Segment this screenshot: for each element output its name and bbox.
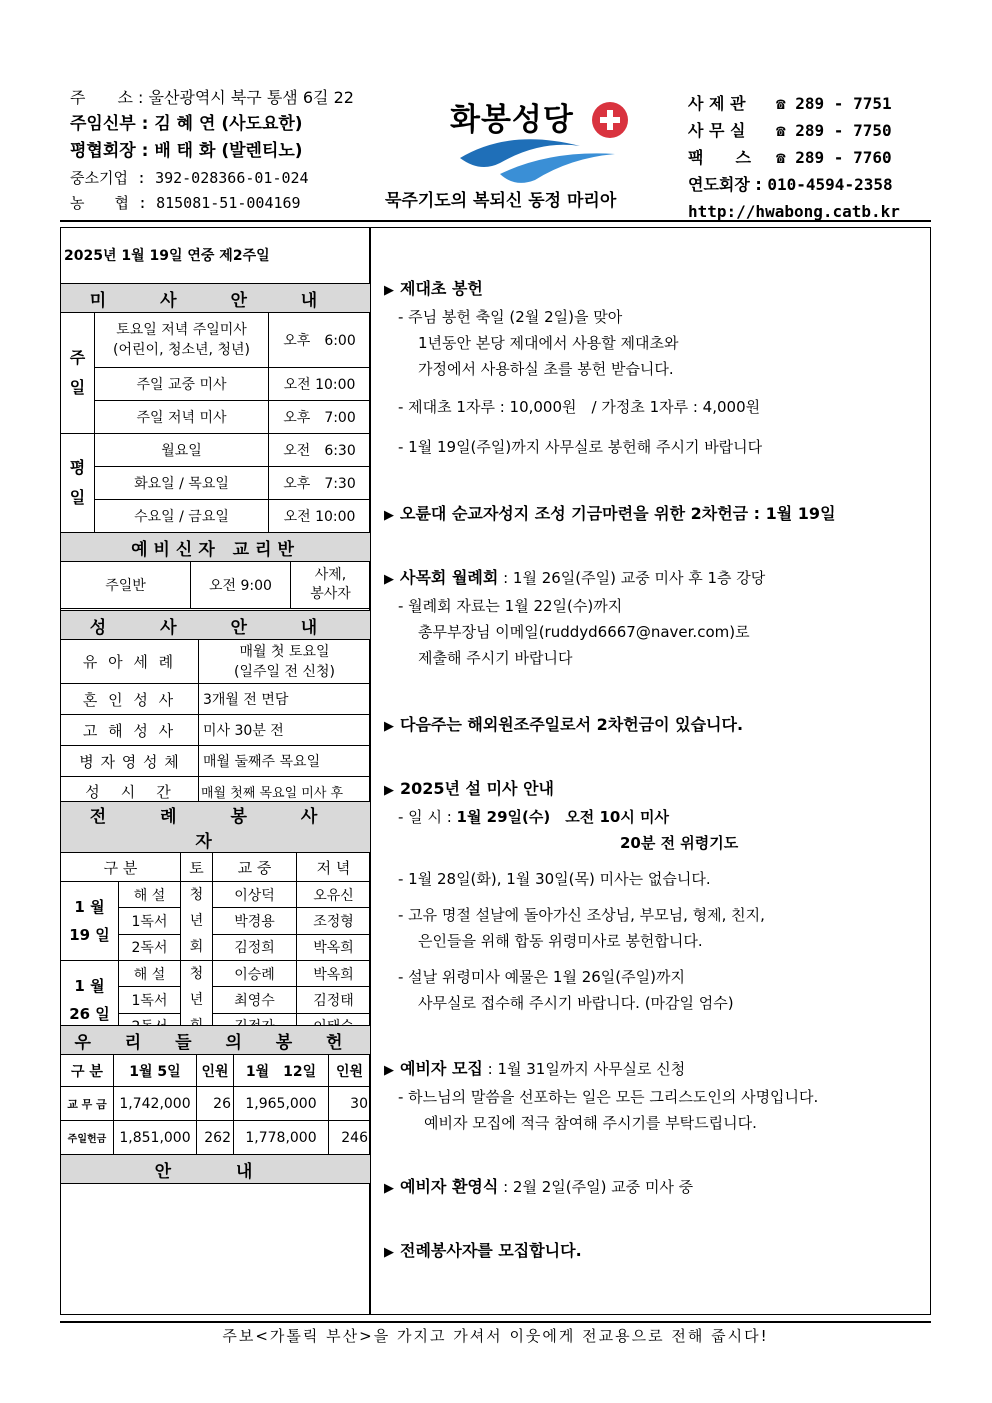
notice-line: - 하느님의 말씀을 선포하는 일은 모든 그리스도인의 사명입니다. xyxy=(398,1088,819,1106)
fax-number: ☎ 289 - 7760 xyxy=(776,148,892,167)
notice-line: 가정에서 사용하실 초를 봉헌 받습니다. xyxy=(418,360,674,378)
notice-line: - 일 시 : xyxy=(398,808,457,826)
sunday-label: 주 일 xyxy=(61,313,95,434)
sacrament-name: 혼 인 성 사 xyxy=(61,684,199,715)
sacrament-info: 3개월 전 면담 xyxy=(199,684,371,715)
minister-name: 박경용 xyxy=(213,908,297,934)
col-head: 인원 xyxy=(197,1055,234,1087)
week-date: 1 월 19 일 xyxy=(61,882,119,961)
youth-group-label: 청 년 회 xyxy=(181,882,213,961)
youth-label: 연도회장 : xyxy=(688,175,762,194)
church-name: 화봉성당 xyxy=(450,102,574,138)
ministers-table xyxy=(60,801,371,1040)
offering-amount: 1,742,000 xyxy=(114,1087,197,1121)
col-head: 토 xyxy=(181,853,213,882)
notice-heading: 제대초 봉헌 xyxy=(400,279,483,298)
offerings-table xyxy=(60,1025,371,1184)
pastor-name: 김 혜 연 (사도요한) xyxy=(154,114,303,134)
role: 2독서 xyxy=(119,934,181,960)
role: 1독서 xyxy=(119,908,181,934)
triangle-bullet-icon: ▶ xyxy=(384,783,394,798)
role: 해 설 xyxy=(119,961,181,987)
offering-type: 주일헌금 xyxy=(61,1121,114,1155)
offering-count: 262 xyxy=(197,1121,234,1155)
youth-phone: 010-4594-2358 xyxy=(767,175,893,194)
notice-lunar-new-year xyxy=(384,776,765,1016)
website-link[interactable]: http://hwabong.catb.kr xyxy=(688,202,900,221)
offering-count: 30 xyxy=(329,1087,371,1121)
triangle-bullet-icon: ▶ xyxy=(384,1245,394,1260)
sacrament-info: 매월 첫째 목요일 미사 후 xyxy=(199,777,371,806)
minister-name: 오유신 xyxy=(297,882,371,908)
notice-overseas-aid xyxy=(384,712,743,740)
mass-title: 미 사 안 내 xyxy=(61,284,371,313)
class-name: 주일반 xyxy=(61,562,191,609)
mass-name: 주일 저녁 미사 xyxy=(95,401,269,434)
class-time: 오전 9:00 xyxy=(191,562,291,609)
col-head: 구 분 xyxy=(61,853,181,882)
role: 해 설 xyxy=(119,882,181,908)
minister-name: 김정희 xyxy=(213,934,297,960)
mass-name: 토요일 저녁 주일미사 (어린이, 청소년, 청년) xyxy=(95,313,269,368)
ministers-title: 전 례 봉 사 자 xyxy=(61,802,371,853)
triangle-bullet-icon: ▶ xyxy=(384,719,394,734)
sacrament-info: 매월 첫 토요일 (일주일 전 신청) xyxy=(199,640,371,684)
notice-heading: 예비자 모집 xyxy=(400,1059,483,1078)
offering-type: 교 무 금 xyxy=(61,1087,114,1121)
notice-ministers-recruit xyxy=(384,1238,582,1266)
mass-time: 오전 6:30 xyxy=(269,434,371,467)
notice-line: - 설날 위령미사 예물은 1월 26일(주일)까지 xyxy=(398,968,685,986)
triangle-bullet-icon: ▶ xyxy=(384,1181,394,1196)
offering-amount: 1,851,000 xyxy=(114,1121,197,1155)
notice-second-collection xyxy=(384,501,836,529)
notice-heading: 사목회 월례회 xyxy=(400,568,499,587)
minister-name: 박옥희 xyxy=(297,961,371,987)
col-head: 인원 xyxy=(329,1055,371,1087)
week-date: 1 월 26 일 xyxy=(61,961,119,1040)
notice-line: : 1월 31일까지 사무실로 신청 xyxy=(482,1060,686,1078)
notice-welcome-ceremony xyxy=(384,1174,693,1202)
catechumen-title: 예비신자 교리반 xyxy=(61,533,371,562)
parish-motto: 묵주기도의 복되신 동정 마리아 xyxy=(385,191,617,211)
minister-name: 이승례 xyxy=(213,961,297,987)
mass-name: 화요일 / 목요일 xyxy=(95,467,269,500)
mass-table xyxy=(60,283,371,533)
pastor-label: 주임신부 : xyxy=(70,114,149,134)
mass-time: 오후 7:30 xyxy=(269,467,371,500)
bank2-account: 815081-51-004169 xyxy=(156,194,301,212)
notice-line: 예비자 모집에 적극 참여해 주시기를 부탁드립니다. xyxy=(424,1114,757,1132)
sacraments-title: 성 사 안 내 xyxy=(61,611,371,640)
sacrament-name: 성 시 간 xyxy=(61,777,199,806)
sacrament-info: 미사 30분 전 xyxy=(199,715,371,746)
bank2-label: 농 협 : xyxy=(70,194,148,212)
youth-group-label: 청 년 xyxy=(181,961,213,1040)
sacraments-table xyxy=(60,610,371,806)
notice-line: : 2월 2일(주일) 교중 미사 중 xyxy=(498,1178,694,1196)
notice-heading: 오륜대 순교자성지 조성 기금마련을 위한 2차헌금 : 1월 19일 xyxy=(400,504,836,523)
sacrament-name: 고 해 성 사 xyxy=(61,715,199,746)
sacrament-info: 매월 둘째주 목요일 xyxy=(199,746,371,777)
notice-line: - 1월 19일(주일)까지 사무실로 봉헌해 주시기 바랍니다 xyxy=(398,438,763,456)
notice-heading: 다음주는 해외원조주일로서 2차헌금이 있습니다. xyxy=(400,715,744,734)
minister-name: 김정태 xyxy=(297,987,371,1013)
minister-name: 최영수 xyxy=(213,987,297,1013)
notice-heading: 전례봉사자를 모집합니다. xyxy=(400,1241,582,1260)
mass-time: 오전 10:00 xyxy=(269,500,371,533)
col-head: 저 녁 xyxy=(297,853,371,882)
notice-line: : 1월 26일(주일) 교중 미사 후 1층 강당 xyxy=(498,569,766,587)
church-logo xyxy=(440,88,650,188)
notice-council-meeting xyxy=(384,565,765,671)
footer-divider xyxy=(60,1321,931,1323)
bank1-account: 392-028366-01-024 xyxy=(155,169,309,187)
mass-name: 주일 교중 미사 xyxy=(95,368,269,401)
col-head: 구 분 xyxy=(61,1055,114,1087)
notice-heading: 2025년 설 미사 안내 xyxy=(400,779,554,798)
triangle-bullet-icon: ▶ xyxy=(384,283,394,298)
notice-line: 사무실로 접수해 주시기 바랍니다. (마감일 엄수) xyxy=(418,994,734,1012)
offering-count: 246 xyxy=(329,1121,371,1155)
triangle-bullet-icon: ▶ xyxy=(384,572,394,587)
offerings-title: 우 리 들 의 봉 헌 xyxy=(61,1026,371,1055)
sacrament-name: 병 자 영 성 체 xyxy=(61,746,199,777)
council-label: 평협회장 : xyxy=(70,141,149,161)
triangle-bullet-icon: ▶ xyxy=(384,508,394,523)
notice-line: 1년동안 본당 제대에서 사용할 제대초와 xyxy=(418,334,679,352)
mass-name: 월요일 xyxy=(95,434,269,467)
class-teacher: 사제, 봉사자 xyxy=(291,562,371,609)
minister-name: 이상덕 xyxy=(213,882,297,908)
notice-altar-candles xyxy=(384,276,762,460)
footer-message: 주보<가톨릭 부산>을 가지고 가셔서 이웃에게 전교용으로 전해 줍시다! xyxy=(222,1327,769,1345)
rectory-phone: ☎ 289 - 7751 xyxy=(776,94,892,113)
fax-label: 팩 스 xyxy=(688,148,751,167)
notice-heading: 예비자 환영식 xyxy=(400,1177,499,1196)
weekday-label: 평 일 xyxy=(61,434,95,533)
office-label: 사 무 실 xyxy=(688,121,746,140)
offering-amount: 1,965,000 xyxy=(234,1087,329,1121)
office-phone: ☎ 289 - 7750 xyxy=(776,121,892,140)
mass-name: 수요일 / 금요일 xyxy=(95,500,269,533)
notice-line: - 고유 명절 설날에 돌아가신 조상님, 부모님, 형제, 친지, xyxy=(398,906,765,924)
catechumen-table xyxy=(60,532,371,609)
offering-amount: 1,778,000 xyxy=(234,1121,329,1155)
logo-emblem-icon xyxy=(440,88,650,188)
triangle-bullet-icon: ▶ xyxy=(384,1063,394,1078)
church-info xyxy=(70,84,370,214)
notice-line: 제출해 주시기 바랍니다 xyxy=(418,649,573,667)
notice-line: 은인들을 위해 합동 위령미사로 봉헌합니다. xyxy=(418,932,703,950)
mass-time: 오후 6:00 xyxy=(269,313,371,368)
sacrament-name: 유 아 세 례 xyxy=(61,640,199,684)
council-name: 배 태 화 (발렌티노) xyxy=(154,141,303,161)
offering-count: 26 xyxy=(197,1087,234,1121)
col-head: 1월 12일 xyxy=(234,1055,329,1087)
address: 울산광역시 북구 통샘 6길 22 xyxy=(148,88,354,107)
mass-time: 오전 10:00 xyxy=(269,368,371,401)
role: 1독서 xyxy=(119,987,181,1013)
bank1-label: 중소기업 : xyxy=(70,169,147,187)
minister-name: 조정형 xyxy=(297,908,371,934)
notice-line: 1월 29일(수) 오전 10시 미사 xyxy=(456,808,670,826)
minister-name: 박옥희 xyxy=(297,934,371,960)
col-head: 1월 5일 xyxy=(114,1055,197,1087)
notice-line: - 제대초 1자루 : 10,000원 / 가정초 1자루 : 4,000원 xyxy=(398,398,761,416)
notice-line: 총무부장님 이메일(ruddyd6667@naver.com)로 xyxy=(418,623,750,641)
notice-line: - 주님 봉헌 축일 (2월 2일)을 맞아 xyxy=(398,308,623,326)
date-line: 2025년 1월 19일 연중 제2주일 xyxy=(64,248,270,264)
rectory-label: 사 제 관 xyxy=(688,94,746,113)
col-head: 교 중 xyxy=(213,853,297,882)
mass-time: 오후 7:00 xyxy=(269,401,371,434)
notice-line: - 1월 28일(화), 1월 30일(목) 미사는 없습니다. xyxy=(398,870,711,888)
contact-info xyxy=(688,90,900,225)
notice-line: - 월례회 자료는 1월 22일(수)까지 xyxy=(398,597,623,615)
header-divider xyxy=(60,220,931,222)
notice-title: 안 내 xyxy=(61,1155,371,1184)
notice-line: 20분 전 위령기도 xyxy=(620,834,739,852)
address-label: 주 소 : xyxy=(70,88,144,107)
notice-catechumen-recruit xyxy=(384,1056,818,1136)
